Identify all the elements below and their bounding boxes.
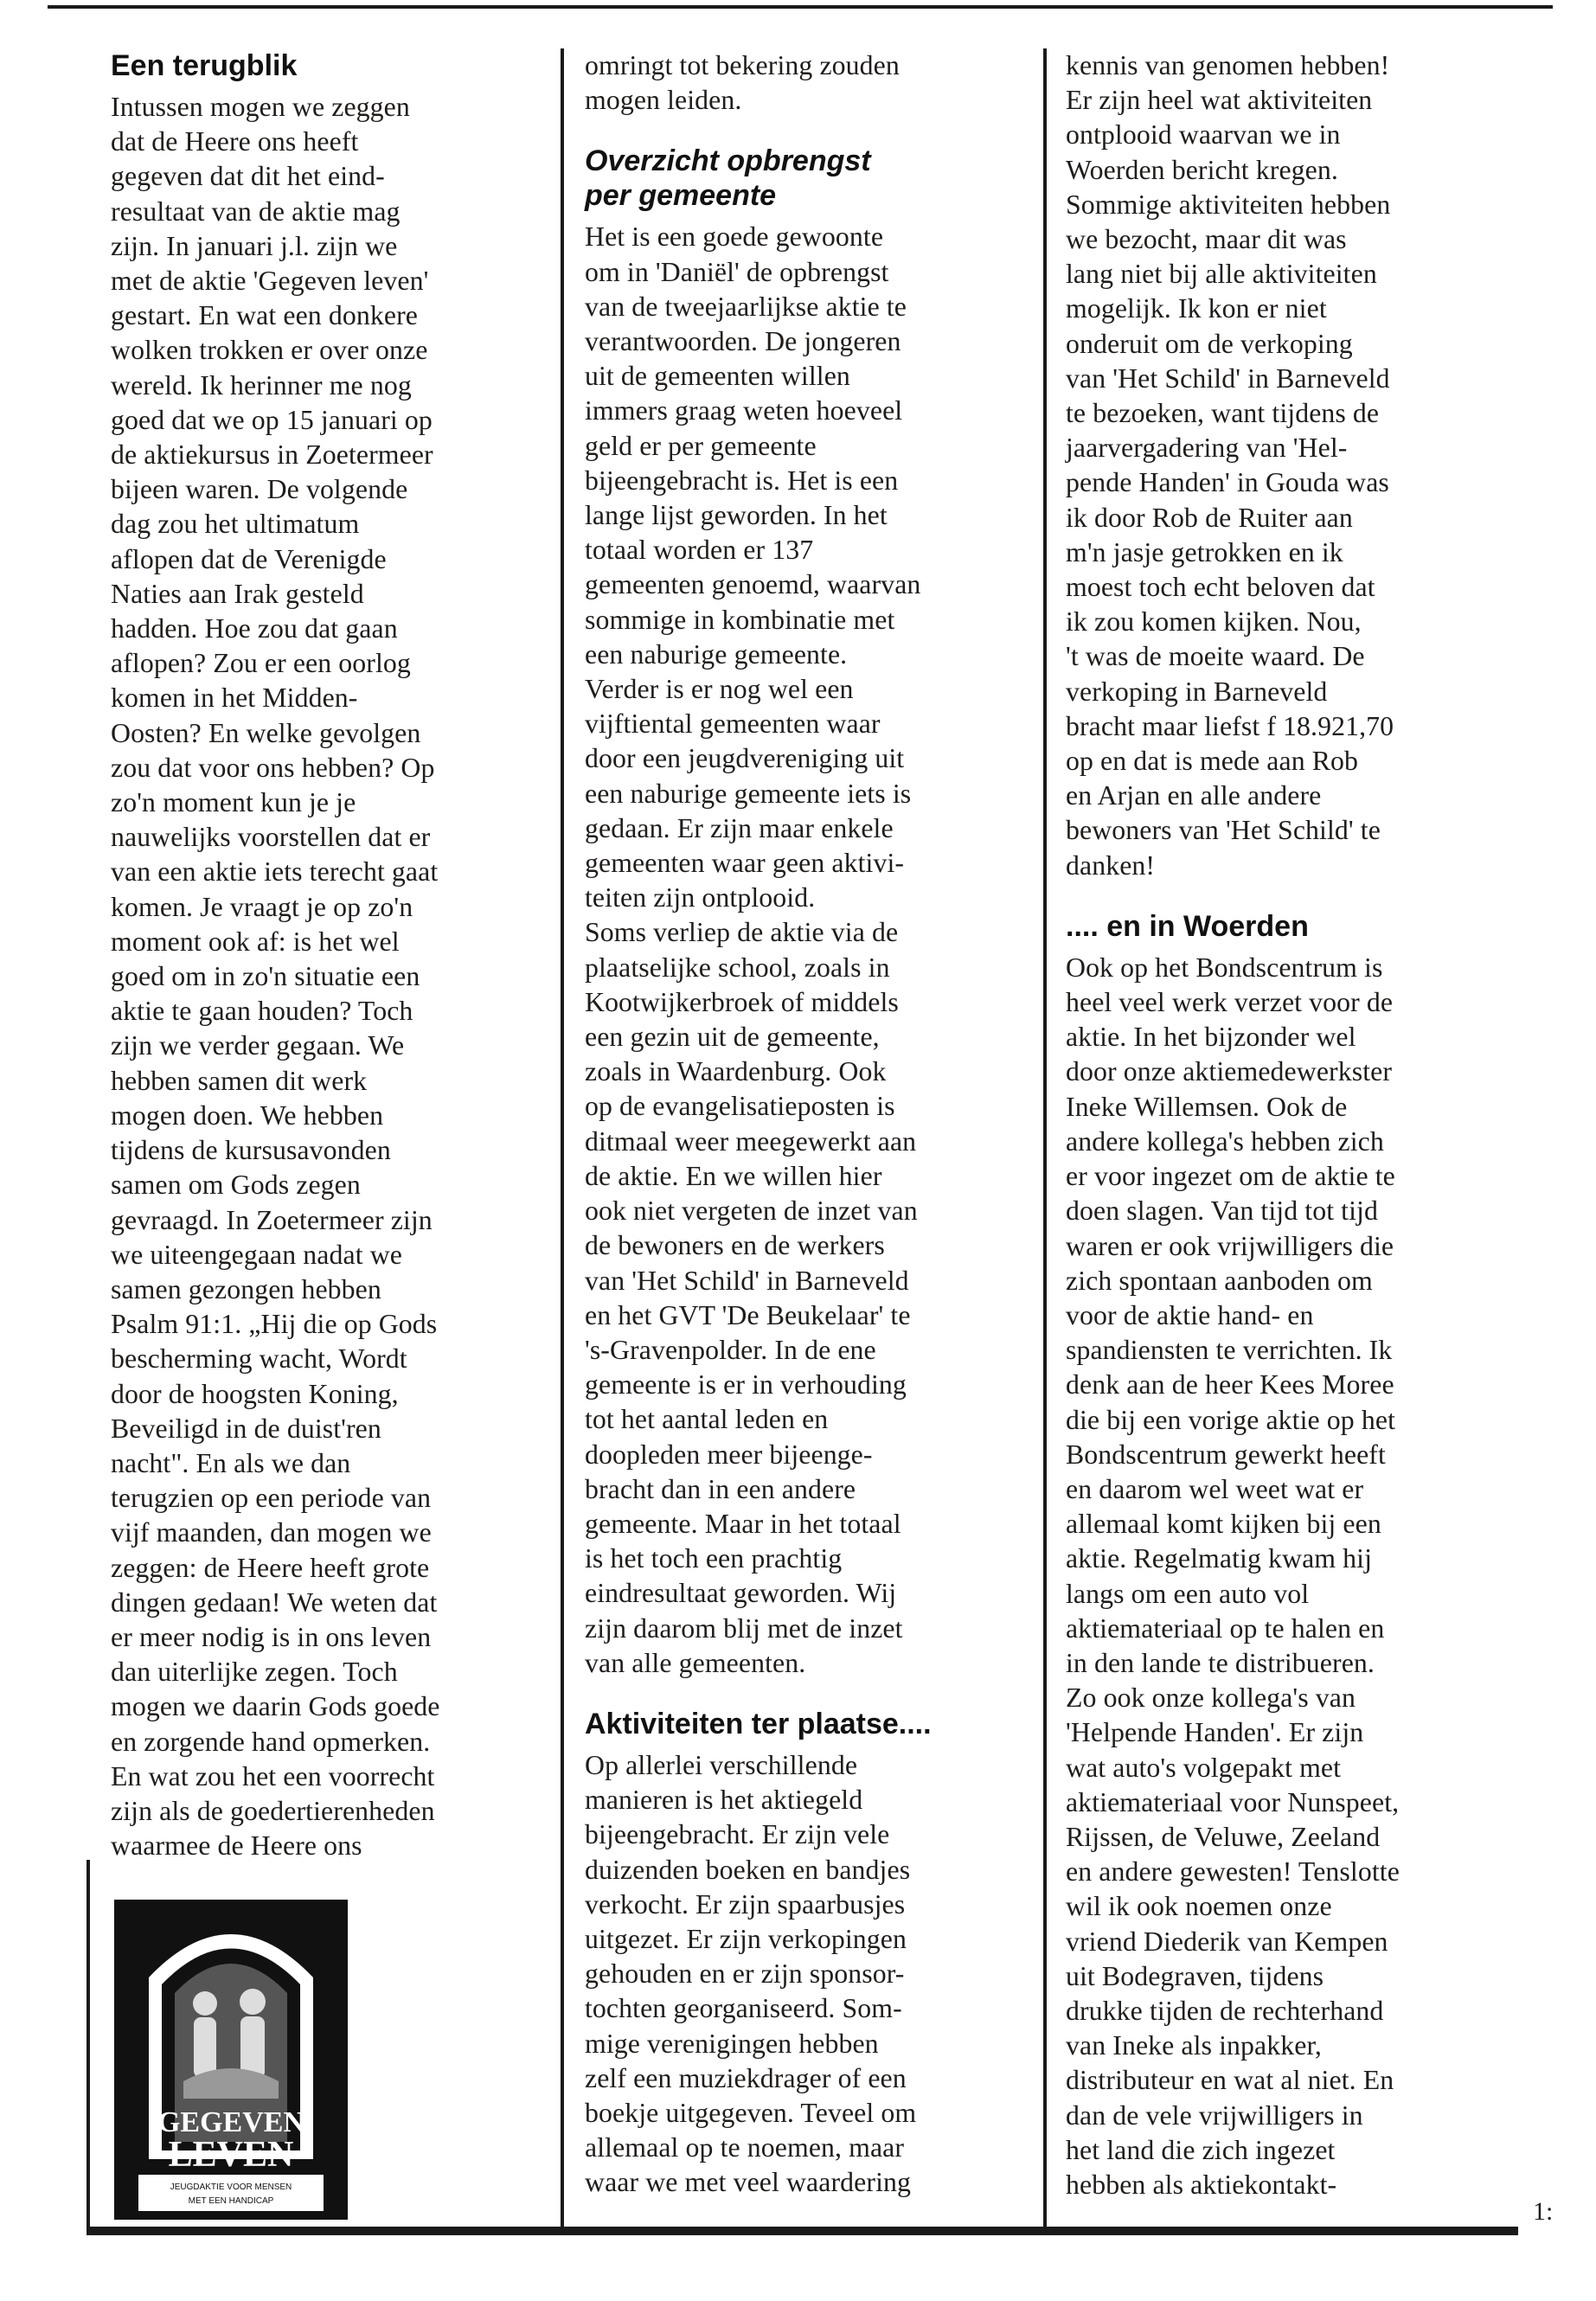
column-3 xyxy=(1066,48,1490,2214)
column-2 xyxy=(585,48,1009,2213)
svg-text:LEVEN: LEVEN xyxy=(168,2135,294,2175)
body-intro: omringt tot bekering zouden mogen leiden. xyxy=(585,50,900,116)
body-terugblik: Intussen mogen we zeggen dat de Heere ons heeft gegeven dat dit het eind- resultaat van de aktie mag zijn. In januari j.l. zijn we met de aktie 'Gegeven leven' gestart. En wat een donkere wolken trokken er over onze wereld. Ik herinner me nog goed dat we op 15 januari op de aktiekursus in Zoetermeer bijeen waren. De volgende dag zou het ultimatum aflopen dat de Verenigde Naties aan Irak gesteld hadden. Hoe zou dat gaan aflopen? Zou er een oorlog komen in het Midden- Oosten? En welke gevolgen zou dat voor ons hebben? Op zo'n moment kun je je nauwelijks voorstellen dat er van een aktie iets terecht gaat komen. Je vraagt je op zo'n moment ook af: is het wel goed om in zo'n situatie een aktie te gaan houden? Toch zijn we verder gegaan. We hebben samen dit werk mogen doen. We hebben tijdens de kursusavonden samen om Gods zegen gevraagd. In Zoetermeer zijn we uiteengegaan nadat we samen gezongen hebben Psalm 91:1. „Hij die op Gods bescherming wacht, Wordt door de hoogsten Koning, Beveiligd in de duist'ren nacht". En als we dan terugzien op een periode van vijf maanden, dan mogen we zeggen: de Heere heeft grote dingen gedaan! We weten dat er meer nodig is in ons leven dan uiterlijke zegen. Toch mogen we daarin Gods goede en zorgende hand opmerken. En wat zou het een voorrecht zijn als de goedertierenheden waarmee de Heere ons xyxy=(111,92,440,1862)
heading-overzicht: Overzicht opbrengst per gemeente xyxy=(585,144,871,213)
column-3-left-rule xyxy=(1043,48,1047,2232)
heading-terugblik: Een terugblik xyxy=(111,49,298,82)
page-number: 1: xyxy=(1533,2197,1554,2226)
heading-aktiviteiten: Aktiviteiten ter plaatse.... xyxy=(585,1707,932,1740)
top-rule xyxy=(48,5,1553,9)
heading-woerden: .... en in Woerden xyxy=(1066,909,1309,943)
logo-title xyxy=(157,2106,304,2175)
column-1-left-rule xyxy=(87,1860,90,2232)
body-woerden: Ook op het Bondscentrum is heel veel werk verzet voor de aktie. In het bijzonder wel door onze aktiemedewerkster Ineke Willemsen. Ook de andere kollega's hebben zich er voor ingezet om de aktie te doen slagen. Van tijd tot tijd waren er ook vrijwilligers die zich spontaan aanboden om voor de aktie hand- en spandiensten te verrichten. Ik denk aan de heer Kees Moree die bij een vorige aktie op het Bondscentrum gewerkt heeft en daarom wel weet wat er allemaal komt kijken bij een aktie. Regelmatig kwam hij langs om een auto vol aktiemateriaal op te halen en in den lande te distribueren. Zo ook onze kollega's van 'Helpende Handen'. Er zijn wat auto's volgepakt met aktiemateriaal voor Nunspeet, Rijssen, de Veluwe, Zeeland en andere gewesten! Tenslotte wil ik ook noemen onze vriend Diederik van Kempen uit Bodegraven, tijdens drukke tijden de rechterhand van Ineke als inpakker, distributeur en wat al niet. En dan de vele vrijwilligers in het land die zich ingezet hebben als aktiekontakt- xyxy=(1066,952,1400,2200)
body-aktiviteiten: Op allerlei verschillende manieren is het aktiegeld bijeengebracht. Er zijn vele duizenden boeken en bandjes verkocht. Er zijn spaarbusjes uitgezet. Er zijn verkopingen gehouden en er zijn sponsor- tochten georganiseerd. Som- mige verenigingen hebben zelf een muziekdrager of een boekje uitgegeven. Teveel om allemaal op te noemen, maar waar we met veel waardering xyxy=(585,1749,917,2198)
column-2-left-rule xyxy=(561,48,564,2232)
gegeven-leven-logo xyxy=(114,1900,348,2220)
body-kennis: kennis van genomen hebben! Er zijn heel wat aktiviteiten ontplooid waarvan we in Woerden bericht kregen. Sommige aktiviteiten hebben we bezocht, maar dit was lang niet bij alle aktiviteiten mogelijk. Ik kon er niet onderuit om de verkoping van 'Het Schild' in Barneveld te bezoeken, want tijdens de jaarvergadering van 'Hel- pende Handen' in Gouda was ik door Rob de Ruiter aan m'n jasje getrokken en ik moest toch echt beloven dat ik zou komen kijken. Nou, 't was de moeite waard. De verkoping in Barneveld bracht maar liefst f 18.921,70 op en dat is mede aan Rob en Arjan en alle andere bewoners van 'Het Schild' te danken! xyxy=(1066,50,1394,881)
body-overzicht: Het is een goede gewoonte om in 'Daniël' de opbrengst van de tweejaarlijkse aktie te verantwoorden. De jongeren uit de gemeenten willen immers graag weten hoeveel geld er per gemeente bijeengebracht is. Het is een lange lijst geworden. In het totaal worden er 137 gemeenten genoemd, waarvan sommige in kombinatie met een naburige gemeente. Verder is er nog wel een vijftiental gemeenten waar door een jeugdvereniging uit een naburige gemeente iets is gedaan. Er zijn maar enkele gemeenten waar geen aktivi- teiten zijn ontplooid. Soms verliep de aktie via de plaatselijke school, zoals in Kootwijkerbroek of middels een gezin uit de gemeente, zoals in Waardenburg. Ook op de evangelisatieposten is ditmaal weer meegewerkt aan de aktie. En we willen hier ook niet vergeten de inzet van de bewoners en de werkers van 'Het Schild' in Barneveld en het GVT 'De Beukelaar' te 's-Gravenpolder. In de ene gemeente is er in verhouding tot het aantal leden en doopleden meer bijeenge- bracht dan in een andere gemeente. Maar in het totaal is het toch een prachtig eindresultaat geworden. Wij zijn daarom blij met de inzet van alle gemeenten. xyxy=(585,221,921,1678)
column-1 xyxy=(111,48,535,1875)
bottom-rule xyxy=(87,2227,1518,2235)
logo-subtitle-2: MET EEN HANDICAP xyxy=(188,2196,274,2206)
logo-subtitle-1: JEUGDAKTIE VOOR MENSEN xyxy=(170,2182,292,2192)
svg-text:GEGEVEN: GEGEVEN xyxy=(157,2106,305,2138)
